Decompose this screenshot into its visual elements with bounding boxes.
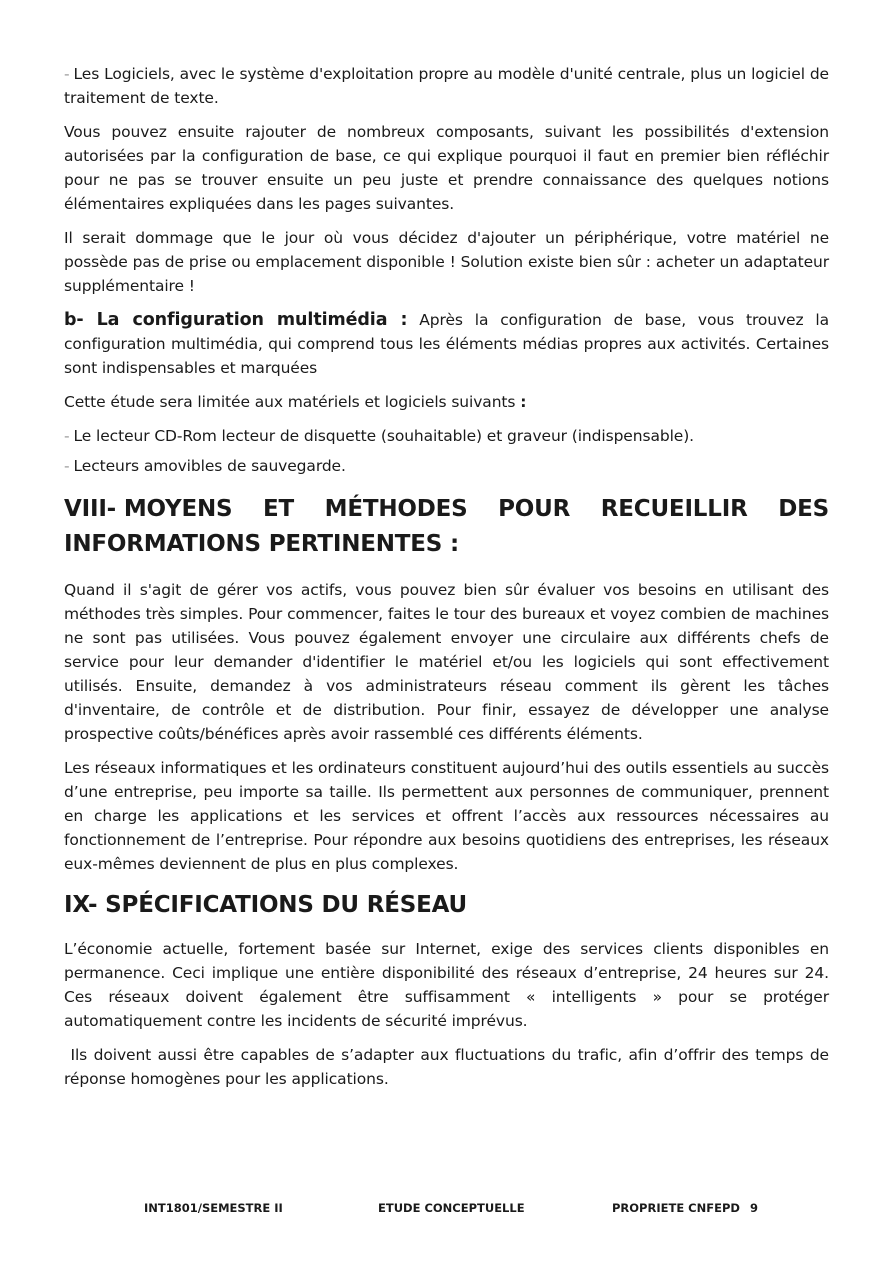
list-item-text: Lecteurs amovibles de sauvegarde. — [73, 457, 346, 475]
list-dash: - — [64, 427, 70, 445]
section-heading-ix: IX- SPÉCIFICATIONS DU RÉSEAU — [64, 892, 467, 918]
paragraph-software — [64, 62, 829, 110]
list-item-text: Le lecteur CD-Rom lecteur de disquette (souhaitable) et graveur (indispensable). — [73, 427, 694, 445]
paragraph-networks: Les réseaux informatiques et les ordinateurs constituent aujourd’hui des outils essentiels au succès d’une entreprise, peu importe sa taille. Ils permettent aux personnes de communiquer, prennent en charge les applications et les services et offrent l’accès aux ressources nécessaires au fonctionnement de l’entreprise. Pour répondre aux besoins quotidiens des entreprises, les réseaux eux-mêmes deviennent de plus en plus complexes. — [64, 759, 829, 873]
list-item — [64, 424, 829, 448]
paragraph-text: Après la configuration de base, vous trouvez la configuration multimédia, qui comprend tous les éléments médias propres aux activités. Certaines sont indispensables et marquées — [64, 311, 830, 377]
page-number: 9 — [750, 1201, 759, 1215]
paragraph-peripheral: Il serait dommage que le jour où vous décidez d'ajouter un périphérique, votre matériel ne possède pas de prise ou emplacement disponible ! Solution existe bien sûr : acheter un adaptateur supplémentaire ! — [64, 229, 829, 295]
heading-word: VIII- MOYENS — [64, 496, 233, 522]
heading-word: RECUEILLIR — [600, 496, 748, 522]
heading-line — [64, 492, 829, 527]
footer-document: ETUDE CONCEPTUELLE — [378, 1201, 525, 1215]
paragraph-text: Les Logiciels, avec le système d'exploitation propre au modèle d'unité centrale, plus un logiciel de traitement de texte. — [64, 65, 829, 107]
footer-course: INT1801/SEMESTRE II — [144, 1201, 283, 1215]
paragraph-multimedia — [64, 308, 829, 380]
heading-word: MÉTHODES — [324, 496, 468, 522]
heading-word: POUR — [498, 496, 571, 522]
paragraph-extension: Vous pouvez ensuite rajouter de nombreux composants, suivant les possibilités d'extension autorisées par la configuration de base, ce qui explique pourquoi il faut en premier bien réfléchir pour ne pas se trouver ensuite un peu juste et prendre connaissance des quelques notions élémentaires expliquées dans les pages suivantes. — [64, 123, 829, 213]
paragraph-economy: L’économie actuelle, fortement basée sur Internet, exige des services clients disponibles en permanence. Ceci implique une entière disponibilité des réseaux d’entreprise, 24 heures sur 24. Ces réseaux doivent également être suffisamment « intelligents » pour se protéger automatiquement contre les incidents de sécurité imprévus. — [64, 940, 829, 1030]
subheading-multimedia: b- La configuration multimédia : — [64, 310, 408, 330]
paragraph-traffic: Ils doivent aussi être capables de s’adapter aux fluctuations du trafic, afin d’offrir des temps de réponse homogènes pour les applications. — [64, 1046, 834, 1088]
colon: : — [520, 393, 527, 411]
heading-word: DES — [778, 496, 829, 522]
paragraph-assets: Quand il s'agit de gérer vos actifs, vous pouvez bien sûr évaluer vos besoins en utilisant des méthodes très simples. Pour commencer, faites le tour des bureaux et voyez combien de machines ne sont pas utilisées. Vous pouvez également envoyer une circulaire aux différents chefs de service pour leur demander d'identifier le matériel et/ou les logiciels qui sont effectivement utilisés. Ensuite, demandez à vos administrateurs réseau comment ils gèrent les tâches d'inventaire, de contrôle et de distribution. Pour finir, essayez de développer une analyse prospective coûts/bénéfices après avoir rassemblé ces différents éléments. — [64, 581, 829, 743]
list-dash: - — [64, 457, 70, 475]
paragraph-study-scope — [64, 390, 829, 414]
list-dash: - — [64, 65, 70, 83]
section-heading-viii — [64, 492, 829, 562]
heading-line: INFORMATIONS PERTINENTES : — [64, 531, 459, 557]
document-page — [64, 62, 834, 1101]
list-item — [64, 454, 829, 478]
footer-owner: PROPRIETE CNFEPD — [612, 1201, 740, 1215]
paragraph-text: Cette étude sera limitée aux matériels et logiciels suivants — [64, 393, 516, 411]
heading-word: ET — [263, 496, 295, 522]
